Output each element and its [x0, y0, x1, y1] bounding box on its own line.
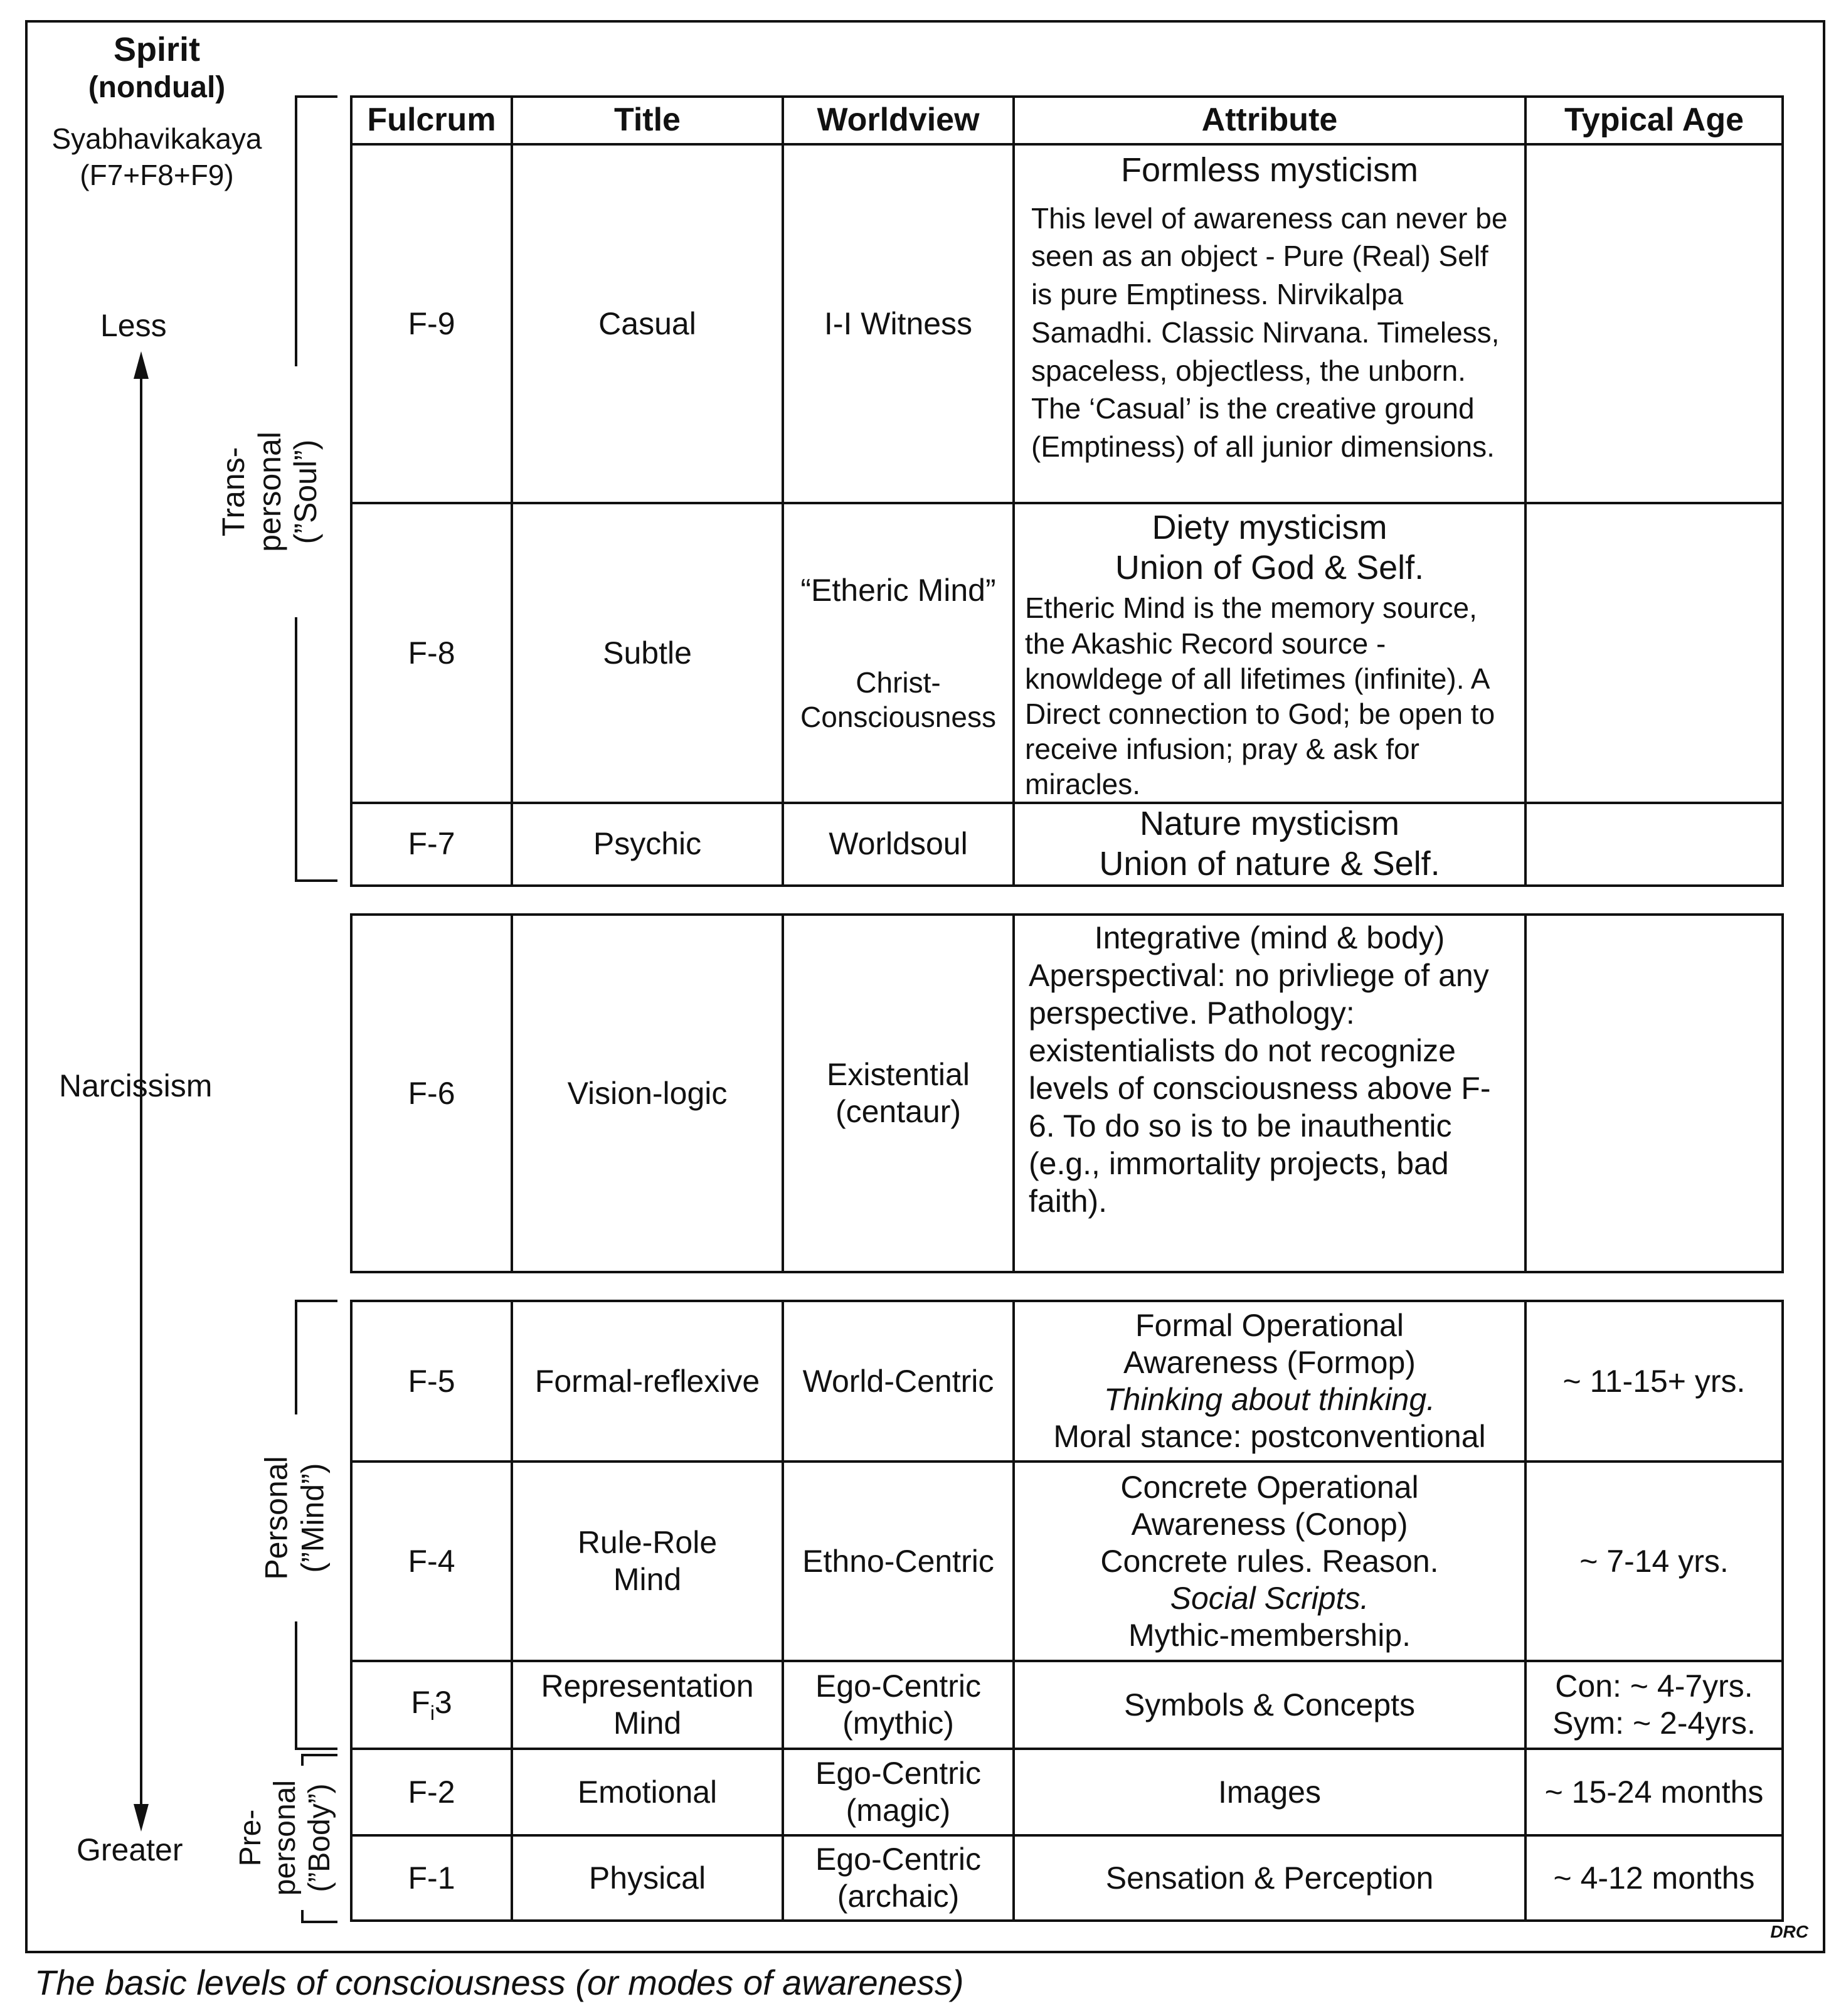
- title-line: Mind: [613, 1706, 682, 1741]
- table-row-f1: [351, 1835, 1783, 1921]
- narcissism-arrow: [125, 351, 157, 1832]
- fulcrum-cell: F-6: [351, 915, 512, 1272]
- title-cell: Subtle: [512, 503, 783, 803]
- title-cell: Physical: [512, 1835, 783, 1921]
- attribute-cell: [1014, 144, 1525, 503]
- attribute-cell: [1014, 1462, 1525, 1661]
- fulcrum-cell: F-7: [351, 803, 512, 885]
- title-cell: [512, 1661, 783, 1749]
- transpersonal-table: [350, 95, 1784, 887]
- age-cell: ~ 15-24 months: [1525, 1749, 1783, 1835]
- header-attribute: Attribute: [1014, 97, 1525, 144]
- worldview-cell: [783, 915, 1014, 1272]
- worldview-line: Ego-Centric: [815, 1842, 981, 1877]
- attribute-line: Concrete Operational: [1120, 1469, 1419, 1505]
- table-row-f9: [351, 144, 1783, 503]
- worldview-cell: World-Centric: [783, 1301, 1014, 1462]
- age-cell: ~ 11-15+ yrs.: [1525, 1301, 1783, 1462]
- attribute-line: Awareness (Formop): [1123, 1345, 1416, 1380]
- age-cell: [1525, 915, 1783, 1272]
- attribute-cell: [1014, 503, 1525, 803]
- worldview-cell: I-I Witness: [783, 144, 1014, 503]
- prepersonal-label: Pre- personal (”Body”): [234, 1780, 337, 1896]
- title-line: Representation: [541, 1669, 754, 1704]
- table-row-f2: [351, 1749, 1783, 1835]
- header-fulcrum: Fulcrum: [351, 97, 512, 144]
- worldview-line: (centaur): [835, 1094, 962, 1129]
- fulcrum-cell: F-1: [351, 1835, 512, 1921]
- spirit-subtitle: (nondual): [88, 71, 226, 104]
- header-row: [351, 97, 1783, 144]
- title-cell: Formal-reflexive: [512, 1301, 783, 1462]
- worldview-line: Ego-Centric: [815, 1756, 981, 1791]
- fulcrum-cell: F-4: [351, 1462, 512, 1661]
- attribute-line: Concrete rules. Reason.: [1100, 1543, 1439, 1579]
- attribute-line: Nature mysticism: [1139, 805, 1400, 843]
- age-line: Sym: ~ 2-4yrs.: [1552, 1706, 1756, 1741]
- attribute-line: Moral stance: postconventional: [1053, 1419, 1486, 1454]
- author-signature: DRC: [1770, 1922, 1808, 1941]
- worldview-line: (mythic): [842, 1706, 954, 1741]
- worldview-cell: [783, 1749, 1014, 1835]
- attribute-cell: Sensation & Perception: [1014, 1835, 1525, 1921]
- attribute-line: Mythic-membership.: [1128, 1617, 1411, 1653]
- age-cell: ~ 4-12 months: [1525, 1835, 1783, 1921]
- personal-label: Personal (”Mind”): [258, 1456, 330, 1580]
- worldview-line: (archaic): [837, 1879, 960, 1914]
- header-typical-age: Typical Age: [1525, 97, 1783, 144]
- axis-label-narcissism: Narcissism: [59, 1068, 213, 1103]
- spirit-title: Spirit: [113, 31, 200, 68]
- attribute-line: Social Scripts.: [1170, 1580, 1369, 1616]
- attribute-heading: Diety mysticism: [1152, 509, 1387, 546]
- attribute-text: This level of awareness can never be seen as an object - Pure (Real) Self is pure Emptiness. Nirvikalpa Samadhi. Classic Nirvana. Timeless, spaceless, objectless, the unborn. The ‘Casual’ is the creative ground (Emptiness) of all junior dimensions.: [1031, 201, 1508, 464]
- header-worldview: Worldview: [783, 97, 1014, 144]
- worldview-line: Ego-Centric: [815, 1669, 981, 1704]
- attribute-heading: Union of God & Self.: [1115, 548, 1424, 586]
- table-row-f7: [351, 803, 1783, 885]
- attribute-cell: [1014, 1301, 1525, 1462]
- fulcrum-cell: F-9: [351, 144, 512, 503]
- axis-label-greater: Greater: [77, 1832, 183, 1867]
- worldview-cell: Ethno-Centric: [783, 1462, 1014, 1661]
- attribute-line: Formal Operational: [1135, 1308, 1404, 1343]
- attribute-line: Awareness (Conop): [1131, 1506, 1408, 1542]
- age-cell: [1525, 503, 1783, 803]
- worldview-cell: [783, 1661, 1014, 1749]
- worldview-line: Consciousness: [800, 700, 996, 733]
- personal-table: [350, 1300, 1784, 1922]
- attribute-text: Aperspectival: no privliege of any perspective. Pathology: existentialists do not recognize levels of consciousness above F-6. To do so is to be inauthentic (e.g., immortality projects, bad faith).: [1029, 958, 1491, 1219]
- worldview-line: Existential: [827, 1057, 970, 1092]
- worldview-cell: [783, 1835, 1014, 1921]
- worldview-line: “Etheric Mind”: [800, 573, 996, 608]
- fulcrum-cell: F-5: [351, 1301, 512, 1462]
- axis-label-less: Less: [100, 308, 167, 343]
- attribute-cell: [1014, 915, 1525, 1272]
- transpersonal-label-text: Trans- personal (”Soul”): [215, 432, 323, 552]
- age-line: Con: ~ 4-7yrs.: [1555, 1669, 1753, 1704]
- worldview-line: (magic): [846, 1793, 951, 1828]
- age-cell: [1525, 803, 1783, 885]
- title-cell: Psychic: [512, 803, 783, 885]
- age-cell: ~ 7-14 yrs.: [1525, 1462, 1783, 1661]
- attribute-cell: Symbols & Concepts: [1014, 1661, 1525, 1749]
- attribute-cell: Images: [1014, 1749, 1525, 1835]
- age-cell: [1525, 1661, 1783, 1749]
- spirit-name: Syabhavikakaya: [51, 122, 262, 155]
- worldview-cell: Worldsoul: [783, 803, 1014, 885]
- table-row-f6: [351, 915, 1783, 1272]
- worldview-line: Christ-: [856, 666, 941, 699]
- table-row-f5: [351, 1301, 1783, 1462]
- table-row-f4: [351, 1462, 1783, 1661]
- attribute-cell: [1014, 803, 1525, 885]
- table-row-f8: [351, 503, 1783, 803]
- fulcrum-cell: $F_i3$: [351, 1661, 512, 1749]
- title-cell: [512, 1462, 783, 1661]
- title-line: Rule-Role: [577, 1525, 718, 1560]
- attribute-line: Union of nature & Self.: [1099, 844, 1440, 883]
- attribute-heading: Integrative (mind & body): [1094, 920, 1445, 955]
- fulcrum-cell: F-8: [351, 503, 512, 803]
- title-cell: Casual: [512, 144, 783, 503]
- title-cell: Vision-logic: [512, 915, 783, 1272]
- fulcrum-cell: F-2: [351, 1749, 512, 1835]
- table-row-f3: [351, 1661, 1783, 1749]
- age-cell: [1525, 144, 1783, 503]
- worldview-cell: [783, 503, 1014, 803]
- attribute-line: Thinking about thinking.: [1103, 1382, 1436, 1417]
- spirit-formula: (F7+F8+F9): [80, 159, 234, 191]
- title-line: Mind: [613, 1562, 682, 1597]
- attribute-heading: Formless mysticism: [1121, 151, 1418, 189]
- header-title: Title: [512, 97, 783, 144]
- attribute-text: Etheric Mind is the memory source, the Akashic Record source - knowldege of all lifetimes (infinite). A Direct connection to God; be open to receive infusion; pray & ask for miracles.: [1025, 592, 1495, 800]
- title-cell: Emotional: [512, 1749, 783, 1835]
- f6-table: [350, 913, 1784, 1273]
- figure-caption: The basic levels of consciousness (or modes of awareness): [34, 1963, 964, 2002]
